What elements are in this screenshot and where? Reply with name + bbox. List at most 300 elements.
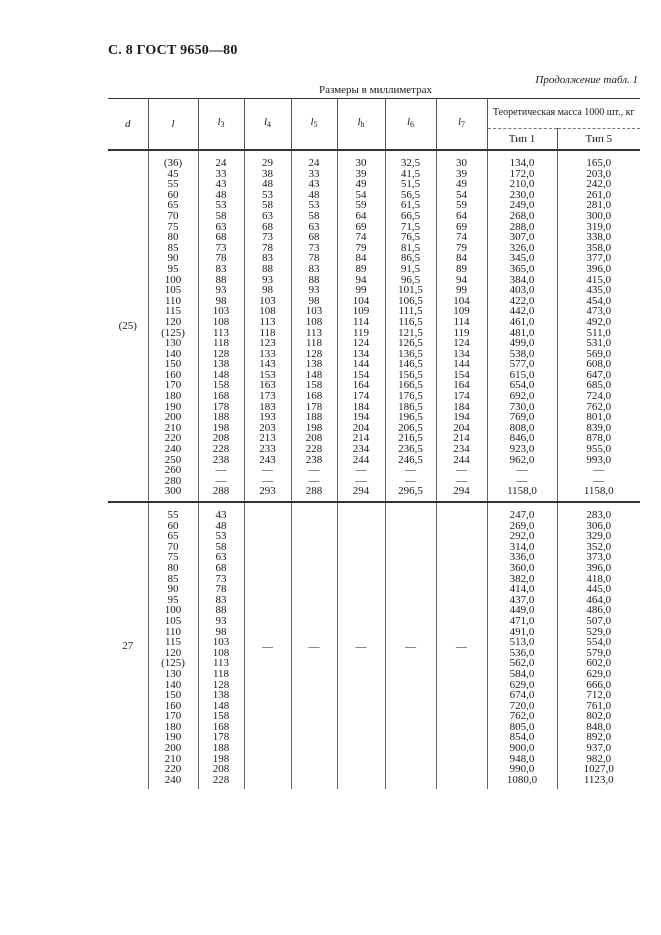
- value-l6: 56,5: [400, 188, 421, 201]
- value-type1: 577,0: [509, 358, 535, 371]
- value-lh: 69: [355, 220, 367, 233]
- value-lh: 64: [355, 209, 367, 222]
- header-l3: $l_3$: [198, 99, 244, 151]
- value-type1: 247,0: [509, 509, 535, 521]
- value-type1: 292,0: [509, 530, 535, 543]
- value-l6: 106,5: [398, 294, 423, 307]
- value-l6: 146,5: [398, 358, 423, 371]
- value-type1: 720,0: [509, 699, 535, 712]
- value-l: 240: [164, 443, 182, 456]
- value-l3: 33: [215, 167, 227, 180]
- value-type1: 336,0: [509, 551, 535, 564]
- value-l5: 158: [305, 379, 323, 392]
- value-l3: 188: [212, 742, 230, 755]
- table-row: [108, 502, 640, 789]
- value-l5: 58: [308, 209, 320, 222]
- value-type1: 437,0: [509, 593, 535, 606]
- value-l5: 78: [308, 252, 320, 265]
- value-l6: 156,5: [398, 368, 423, 381]
- table-block-d27: [108, 502, 640, 789]
- value-lh: 119: [352, 326, 370, 339]
- value-l: 210: [164, 752, 182, 765]
- value-lh: 244: [352, 453, 370, 466]
- value-l7: 134: [453, 347, 470, 360]
- value-type5: 464,0: [586, 593, 612, 606]
- cell-l6: [385, 150, 436, 502]
- value-type5: 377,0: [586, 252, 612, 265]
- value-lh: 294: [352, 485, 370, 498]
- value-l6: 136,5: [398, 347, 423, 360]
- value-type5: 435,0: [586, 284, 612, 297]
- value-l: 140: [164, 678, 182, 691]
- value-lh: 84: [355, 252, 367, 265]
- value-l3: 63: [215, 551, 227, 564]
- header-mass-group: Теоретическая масса 1000 шт., кг: [487, 99, 640, 129]
- value-lh: 104: [352, 294, 370, 307]
- value-l3: 238: [212, 453, 230, 466]
- value-l3: 113: [212, 657, 230, 670]
- value-type1: 210,0: [509, 178, 535, 191]
- value-l: (125): [161, 326, 185, 339]
- value-type1: 314,0: [509, 540, 535, 553]
- value-type5: 261,0: [586, 188, 612, 201]
- value-l7: 49: [456, 178, 467, 191]
- value-type1: 900,0: [509, 742, 535, 755]
- value-l7: 69: [456, 220, 467, 233]
- value-l: 250: [164, 453, 182, 466]
- value-type1: 269,0: [509, 519, 535, 532]
- value-l5: 53: [308, 199, 320, 212]
- value-l: 200: [164, 742, 182, 755]
- value-l: 60: [167, 188, 179, 201]
- value-l7: 214: [453, 432, 470, 445]
- value-l3: 198: [212, 421, 230, 434]
- value-l: 220: [164, 763, 182, 776]
- value-l4: 108: [259, 305, 276, 318]
- value-lh: 49: [355, 178, 367, 191]
- value-l4: 213: [259, 432, 276, 445]
- value-l5: 68: [308, 231, 320, 244]
- value-type1: 288,0: [509, 220, 535, 233]
- value-l: 90: [167, 252, 179, 265]
- value-l3: 128: [212, 347, 230, 360]
- value-l7: 79: [456, 241, 467, 254]
- value-l7: 194: [453, 411, 470, 424]
- value-l: 100: [164, 273, 182, 286]
- value-l4: 29: [262, 157, 273, 169]
- value-l: 60: [167, 519, 179, 532]
- value-l: 210: [164, 421, 182, 434]
- value-type5: 839,0: [586, 421, 612, 434]
- value-type1: 326,0: [509, 241, 535, 254]
- value-l3: 158: [212, 710, 230, 723]
- value-l4: 58: [262, 199, 273, 212]
- value-lh: 194: [352, 411, 370, 424]
- value-l: 130: [164, 667, 182, 680]
- value-l4: 233: [259, 443, 276, 456]
- value-l5: 73: [308, 241, 320, 254]
- value-lh: 54: [355, 188, 367, 201]
- value-l: 240: [164, 773, 182, 786]
- value-l4: 193: [259, 411, 276, 424]
- value-l4: 98: [262, 284, 273, 297]
- value-l5: 118: [305, 337, 323, 350]
- value-l: 170: [164, 379, 182, 392]
- value-l5: 128: [305, 347, 323, 360]
- cell-lh: —: [337, 502, 385, 789]
- value-type1: 268,0: [509, 209, 535, 222]
- value-type5: 352,0: [586, 540, 612, 553]
- value-l7: 74: [456, 231, 467, 244]
- value-type5: 878,0: [586, 432, 612, 445]
- value-type1: 384,0: [509, 273, 535, 286]
- header-l7: $l_7$: [436, 99, 487, 151]
- value-type5: 848,0: [586, 720, 612, 733]
- value-l4: —: [262, 474, 273, 487]
- value-type1: —: [516, 464, 528, 477]
- value-l3: 48: [215, 519, 227, 532]
- value-l5: 198: [305, 421, 323, 434]
- value-l3: 93: [215, 284, 227, 297]
- value-type1: 674,0: [509, 689, 535, 702]
- value-l4: 243: [259, 453, 276, 466]
- value-type1: 584,0: [509, 667, 535, 680]
- value-l3: 68: [215, 231, 227, 244]
- value-type5: 629,0: [586, 667, 612, 680]
- value-type1: —: [516, 474, 528, 487]
- value-l6: 126,5: [398, 337, 423, 350]
- value-type5: 203,0: [586, 167, 612, 180]
- value-type1: 230,0: [509, 188, 535, 201]
- value-l3: 93: [215, 614, 227, 627]
- value-type5: 283,0: [586, 509, 612, 521]
- value-l7: 84: [456, 252, 467, 265]
- value-type5: 762,0: [586, 400, 612, 413]
- value-l3: 83: [215, 262, 227, 275]
- cell-l3: [198, 150, 244, 502]
- value-l4: 83: [262, 252, 273, 265]
- value-l6: 196,5: [398, 411, 423, 424]
- value-l4: 153: [259, 368, 276, 381]
- value-lh: 134: [352, 347, 370, 360]
- value-type5: 955,0: [586, 443, 612, 456]
- value-l: 190: [164, 400, 182, 413]
- value-type5: 712,0: [586, 689, 612, 702]
- value-l3: —: [215, 474, 227, 487]
- value-l4: 78: [262, 241, 273, 254]
- value-l: 90: [167, 583, 179, 596]
- value-l3: 43: [215, 178, 227, 191]
- header-lh: $l_h$: [337, 99, 385, 151]
- value-l: 220: [164, 432, 182, 445]
- value-l5: 103: [305, 305, 323, 318]
- value-l4: 103: [259, 294, 276, 307]
- value-lh: 164: [352, 379, 370, 392]
- value-type1: 692,0: [509, 390, 535, 403]
- value-type1: 808,0: [509, 421, 535, 434]
- value-l: 110: [164, 625, 182, 638]
- cell-l5: —: [291, 502, 337, 789]
- value-type5: 685,0: [586, 379, 612, 392]
- header-type1: Тип 1: [487, 129, 557, 151]
- value-type5: 358,0: [586, 241, 612, 254]
- cell-d: (25): [118, 319, 137, 332]
- value-l3: 198: [212, 752, 230, 765]
- value-type1: 990,0: [509, 763, 535, 776]
- value-type1: 449,0: [509, 604, 535, 617]
- value-l7: 39: [456, 167, 467, 180]
- value-l5: 188: [305, 411, 323, 424]
- value-l3: 138: [212, 358, 230, 371]
- value-type5: 415,0: [586, 273, 612, 286]
- value-l3: 103: [212, 636, 230, 649]
- header-type5: Тип 5: [557, 129, 640, 151]
- value-l3: 73: [215, 241, 227, 254]
- value-type5: 647,0: [586, 368, 612, 381]
- value-l: 85: [167, 572, 179, 585]
- cell-l3: [198, 502, 244, 789]
- value-l3: 118: [212, 337, 230, 350]
- value-l7: —: [456, 474, 467, 487]
- value-l7: 114: [453, 315, 470, 328]
- value-l: 105: [164, 614, 182, 627]
- value-lh: 94: [355, 273, 367, 286]
- table-block-d25: [108, 150, 640, 502]
- value-l6: 71,5: [400, 220, 421, 233]
- value-l3: 43: [215, 509, 227, 521]
- value-l: 55: [167, 509, 179, 521]
- value-l3: 128: [212, 678, 230, 691]
- value-l7: 99: [456, 284, 467, 297]
- value-type5: 492,0: [586, 315, 612, 328]
- value-l3: 228: [212, 773, 230, 786]
- value-l: 65: [167, 530, 179, 543]
- value-l: 85: [167, 241, 179, 254]
- header-l6: $l_6$: [385, 99, 436, 151]
- value-l3: 78: [215, 583, 227, 596]
- value-l5: 108: [305, 315, 323, 328]
- value-l: 110: [164, 294, 182, 307]
- value-l7: 119: [453, 326, 470, 339]
- value-type1: 491,0: [509, 625, 535, 638]
- value-l7: 204: [453, 421, 470, 434]
- value-l5: 24: [308, 157, 320, 169]
- value-l4: 163: [259, 379, 276, 392]
- value-l6: 216,5: [398, 432, 423, 445]
- value-type5: 761,0: [586, 699, 612, 712]
- value-type1: 854,0: [509, 731, 535, 744]
- value-type5: 1027,0: [583, 763, 614, 776]
- value-type5: 554,0: [586, 636, 612, 649]
- value-lh: 79: [355, 241, 367, 254]
- value-type1: 536,0: [509, 646, 535, 659]
- value-l6: —: [405, 474, 416, 487]
- value-l6: 96,5: [400, 273, 421, 286]
- value-l5: 228: [305, 443, 323, 456]
- value-l: 200: [164, 411, 182, 424]
- value-type5: 993,0: [586, 453, 612, 466]
- value-type5: 445,0: [586, 583, 612, 596]
- value-l4: 38: [262, 167, 273, 180]
- value-l3: 53: [215, 199, 227, 212]
- value-l6: 41,5: [400, 167, 421, 180]
- value-l5: 33: [308, 167, 320, 180]
- value-type5: 801,0: [586, 411, 612, 424]
- value-l5: 208: [305, 432, 323, 445]
- value-l3: 208: [212, 763, 230, 776]
- value-l6: 32,5: [400, 157, 421, 169]
- value-l5: 148: [305, 368, 323, 381]
- value-l3: 208: [212, 432, 230, 445]
- value-l3: 108: [212, 646, 230, 659]
- value-l3: 88: [215, 273, 227, 286]
- value-lh: 234: [352, 443, 370, 456]
- cell-type5: [557, 502, 640, 789]
- value-lh: 184: [352, 400, 370, 413]
- value-type1: 382,0: [509, 572, 535, 585]
- value-type1: 615,0: [509, 368, 535, 381]
- value-type1: 923,0: [509, 443, 535, 456]
- table-header: [108, 99, 640, 151]
- value-l3: 118: [212, 667, 230, 680]
- value-l: 95: [167, 262, 179, 275]
- value-l7: 109: [453, 305, 470, 318]
- value-l: 130: [164, 337, 182, 350]
- value-type1: 629,0: [509, 678, 535, 691]
- value-l: 180: [164, 720, 182, 733]
- value-type5: 281,0: [586, 199, 612, 212]
- value-l4: 68: [262, 220, 273, 233]
- value-type5: 529,0: [586, 625, 612, 638]
- table-row: [108, 150, 640, 502]
- value-lh: 114: [352, 315, 370, 328]
- value-type1: 513,0: [509, 636, 535, 649]
- value-l: 95: [167, 593, 179, 606]
- value-type5: 242,0: [586, 178, 612, 191]
- value-l: 120: [164, 315, 182, 328]
- cell-l4: [244, 150, 291, 502]
- header-l4: $l_4$: [244, 99, 291, 151]
- value-type5: 165,0: [586, 157, 612, 169]
- value-type5: 338,0: [586, 231, 612, 244]
- value-l3: 73: [215, 572, 227, 585]
- value-l: 170: [164, 710, 182, 723]
- value-l7: 244: [453, 453, 470, 466]
- cell-l7: [436, 150, 487, 502]
- value-l7: 164: [453, 379, 470, 392]
- value-l7: 59: [456, 199, 467, 212]
- value-l3: 68: [215, 561, 227, 574]
- value-type1: 134,0: [509, 157, 535, 169]
- value-type5: 724,0: [586, 390, 612, 403]
- value-type5: 300,0: [586, 209, 612, 222]
- value-l3: 48: [215, 188, 227, 201]
- value-l7: 124: [453, 337, 470, 350]
- value-type1: 562,0: [509, 657, 535, 670]
- value-l5: 83: [308, 262, 320, 275]
- value-lh: 99: [355, 284, 367, 297]
- value-type1: 471,0: [509, 614, 535, 627]
- value-l3: 103: [212, 305, 230, 318]
- value-l5: 113: [305, 326, 323, 339]
- value-l3: 53: [215, 530, 227, 543]
- value-l3: 168: [212, 720, 230, 733]
- cell-l: [148, 502, 198, 789]
- value-l: 75: [167, 551, 179, 564]
- value-l: 75: [167, 220, 179, 233]
- value-l4: 63: [262, 209, 273, 222]
- value-l4: 183: [259, 400, 276, 413]
- value-l4: 53: [262, 188, 273, 201]
- value-l: 70: [167, 540, 179, 553]
- value-l4: 173: [259, 390, 276, 403]
- value-l6: 116,5: [398, 315, 423, 328]
- value-lh: 89: [355, 262, 367, 275]
- value-l3: 98: [215, 625, 227, 638]
- value-l: 115: [164, 636, 182, 649]
- value-lh: 154: [352, 368, 370, 381]
- value-type1: 962,0: [509, 453, 535, 466]
- value-l: 190: [164, 731, 182, 744]
- value-l: 160: [164, 699, 182, 712]
- value-l7: 234: [453, 443, 470, 456]
- value-l3: 83: [215, 593, 227, 606]
- value-type5: 608,0: [586, 358, 612, 371]
- value-type1: 403,0: [509, 284, 535, 297]
- value-type1: 805,0: [509, 720, 535, 733]
- cell-d: 27: [122, 639, 134, 652]
- value-l6: 76,5: [400, 231, 421, 244]
- value-l6: 81,5: [400, 241, 421, 254]
- value-l: 65: [167, 199, 179, 212]
- value-lh: 109: [352, 305, 370, 318]
- value-l6: 176,5: [398, 390, 423, 403]
- value-type5: 579,0: [586, 646, 612, 659]
- value-type1: 730,0: [509, 400, 535, 413]
- value-type5: 306,0: [586, 519, 612, 532]
- value-l5: 43: [308, 178, 320, 191]
- value-lh: 204: [352, 421, 370, 434]
- value-l7: 154: [453, 368, 470, 381]
- value-l5: 98: [308, 294, 320, 307]
- value-l3: 288: [212, 485, 230, 498]
- value-type1: 846,0: [509, 432, 535, 445]
- value-l7: 54: [456, 188, 467, 201]
- value-type5: —: [593, 474, 605, 487]
- cell-type1: [487, 150, 557, 502]
- value-l3: 88: [215, 604, 227, 617]
- value-l5: 93: [308, 284, 320, 297]
- value-l: 150: [164, 358, 182, 371]
- value-l: (125): [161, 657, 185, 670]
- cell-l5: [291, 150, 337, 502]
- value-l: 115: [164, 305, 182, 318]
- cell-type1: [487, 502, 557, 789]
- value-l: 300: [164, 485, 182, 498]
- value-l3: 178: [212, 731, 230, 744]
- value-l3: 108: [212, 315, 230, 328]
- value-l3: 168: [212, 390, 230, 403]
- value-l: 180: [164, 390, 182, 403]
- value-type5: 507,0: [586, 614, 612, 627]
- value-l7: 89: [456, 262, 467, 275]
- value-type5: 1123,0: [583, 773, 614, 786]
- value-l3: 58: [215, 209, 227, 222]
- value-l: 260: [164, 464, 182, 477]
- value-l7: 30: [456, 157, 467, 169]
- value-type1: 172,0: [509, 167, 535, 180]
- value-l6: 166,5: [398, 379, 423, 392]
